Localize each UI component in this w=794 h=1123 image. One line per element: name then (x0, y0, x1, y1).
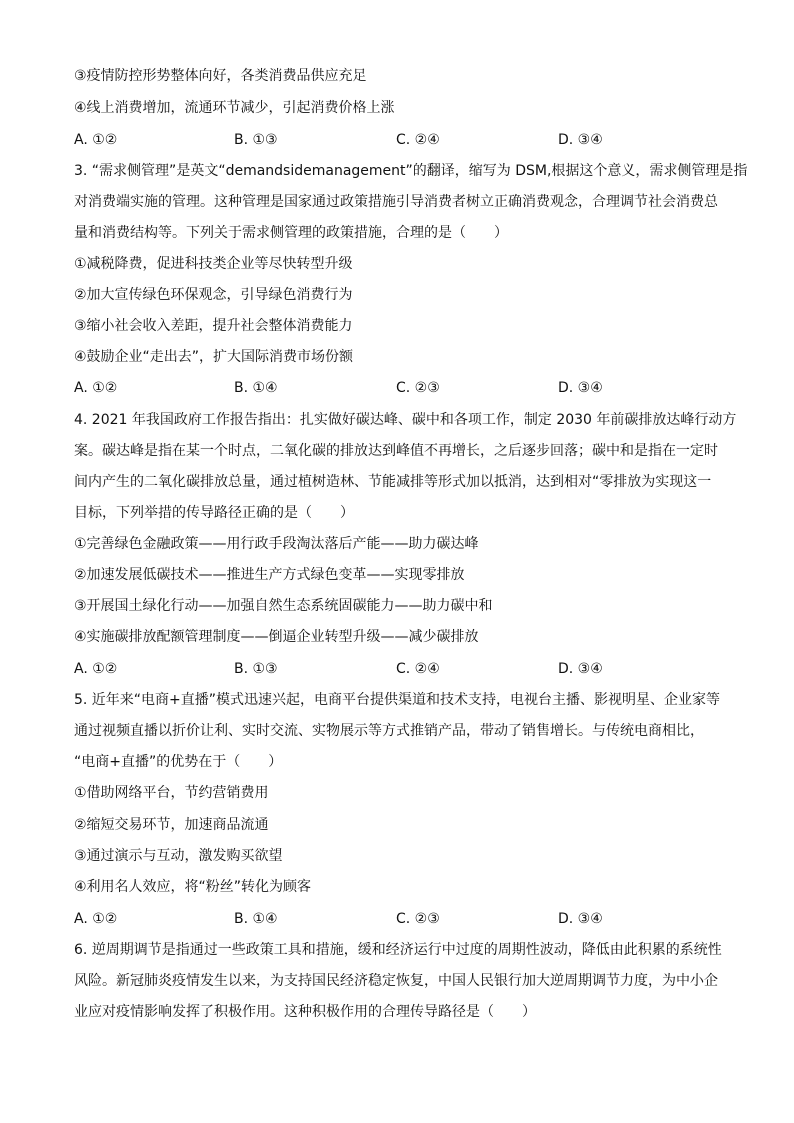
q2-option-b[interactable]: B. ①③ (234, 132, 278, 148)
q4-stem-line-4: 目标，下列举措的传导路径正确的是（ ） (74, 505, 354, 521)
q2-option-d[interactable]: D. ③④ (558, 132, 603, 148)
q5-item-4: ④利用名人效应，将“粉丝”转化为顾客 (74, 879, 312, 895)
q6-stem-line-3: 业应对疫情影响发挥了积极作用。这种积极作用的合理传导路径是（ ） (74, 1004, 536, 1020)
q4-stem-line-2: 案。碳达峰是指在某一个时点，二氧化碳的排放达到峰值不再增长，之后逐步回落；碳中和是指在一定时 (74, 443, 718, 459)
q5-stem-line-2: 通过视频直播以折价让利、实时交流、实物展示等方式推销产品，带动了销售增长。与传统电商相比， (74, 723, 704, 739)
q2-item-4: ④线上消费增加，流通环节减少，引起消费价格上涨 (74, 100, 395, 116)
q4-item-4: ④实施碳排放配额管理制度——倒逼企业转型升级——减少碳排放 (74, 629, 479, 645)
q2-option-c[interactable]: C. ②④ (396, 132, 440, 148)
q3-option-c[interactable]: C. ②③ (396, 380, 440, 396)
q5-item-1: ①借助网络平台，节约营销费用 (74, 785, 269, 801)
q4-item-3: ③开展国土绿化行动——加强自然生态系统固碳能力——助力碳中和 (74, 598, 493, 614)
q4-option-b[interactable]: B. ①③ (234, 661, 278, 677)
q5-option-d[interactable]: D. ③④ (558, 911, 603, 927)
q4-item-2: ②加速发展低碳技术——推进生产方式绿色变革——实现零排放 (74, 567, 465, 583)
q5-option-b[interactable]: B. ①④ (234, 911, 278, 927)
q3-item-3: ③缩小社会收入差距，提升社会整体消费能力 (74, 318, 353, 334)
q3-option-a[interactable]: A. ①② (74, 380, 118, 396)
q3-stem-line-3: 量和消费结构等。下列关于需求侧管理的政策措施，合理的是（ ） (74, 225, 508, 241)
q4-option-d[interactable]: D. ③④ (558, 661, 603, 677)
q4-option-c[interactable]: C. ②④ (396, 661, 440, 677)
q4-stem-line-3: 间内产生的二氧化碳排放总量，通过植树造林、节能减排等形式加以抵消，达到相对“零排放为实现这一 (74, 474, 712, 490)
q4-stem-line-1: 4. 2021 年我国政府工作报告指出：扎实做好碳达峰、碳中和各项工作，制定 2030 年前碳排放达峰行动方 (74, 412, 737, 428)
q2-options (74, 130, 734, 150)
q4-options (74, 659, 734, 679)
q6-stem-line-1: 6. 逆周期调节是指通过一些政策工具和措施，缓和经济运行中过度的周期性波动，降低由此积累的系统性 (74, 942, 722, 958)
q5-item-2: ②缩短交易环节，加速商品流通 (74, 817, 269, 833)
q3-option-d[interactable]: D. ③④ (558, 380, 603, 396)
q5-stem-line-1: 5. 近年来“电商+直播”模式迅速兴起，电商平台提供渠道和技术支持，电视台主播、影视明星、企业家等 (74, 692, 721, 708)
q5-option-c[interactable]: C. ②③ (396, 911, 440, 927)
q2-option-a[interactable]: A. ①② (74, 132, 118, 148)
q4-item-1: ①完善绿色金融政策——用行政手段淘汰落后产能——助力碳达峰 (74, 536, 479, 552)
q5-item-3: ③通过演示与互动，激发购买欲望 (74, 848, 283, 864)
q5-option-a[interactable]: A. ①② (74, 911, 118, 927)
q3-options (74, 378, 734, 398)
q2-item-3: ③疫情防控形势整体向好，各类消费品供应充足 (74, 68, 367, 84)
q3-stem-line-2: 对消费端实施的管理。这种管理是国家通过政策措施引导消费者树立正确消费观念，合理调节社会消费总 (74, 194, 718, 210)
q3-item-1: ①减税降费，促进科技类企业等尽快转型升级 (74, 256, 353, 272)
q3-option-b[interactable]: B. ①④ (234, 380, 278, 396)
q5-options (74, 909, 734, 929)
q3-item-2: ②加大宣传绿色环保观念，引导绿色消费行为 (74, 287, 353, 303)
q4-option-a[interactable]: A. ①② (74, 661, 118, 677)
q6-stem-line-2: 风险。新冠肺炎疫情发生以来，为支持国民经济稳定恢复，中国人民银行加大逆周期调节力度，为中小企 (74, 973, 718, 989)
q5-stem-line-3: “电商+直播”的优势在于（ ） (74, 754, 283, 770)
q3-stem-line-1: 3. “需求侧管理”是英文“demandsidemanagement”的翻译，缩写为 DSM,根据这个意义，需求侧管理是指 (74, 163, 748, 179)
q3-item-4: ④鼓励企业“走出去”，扩大国际消费市场份额 (74, 349, 354, 365)
